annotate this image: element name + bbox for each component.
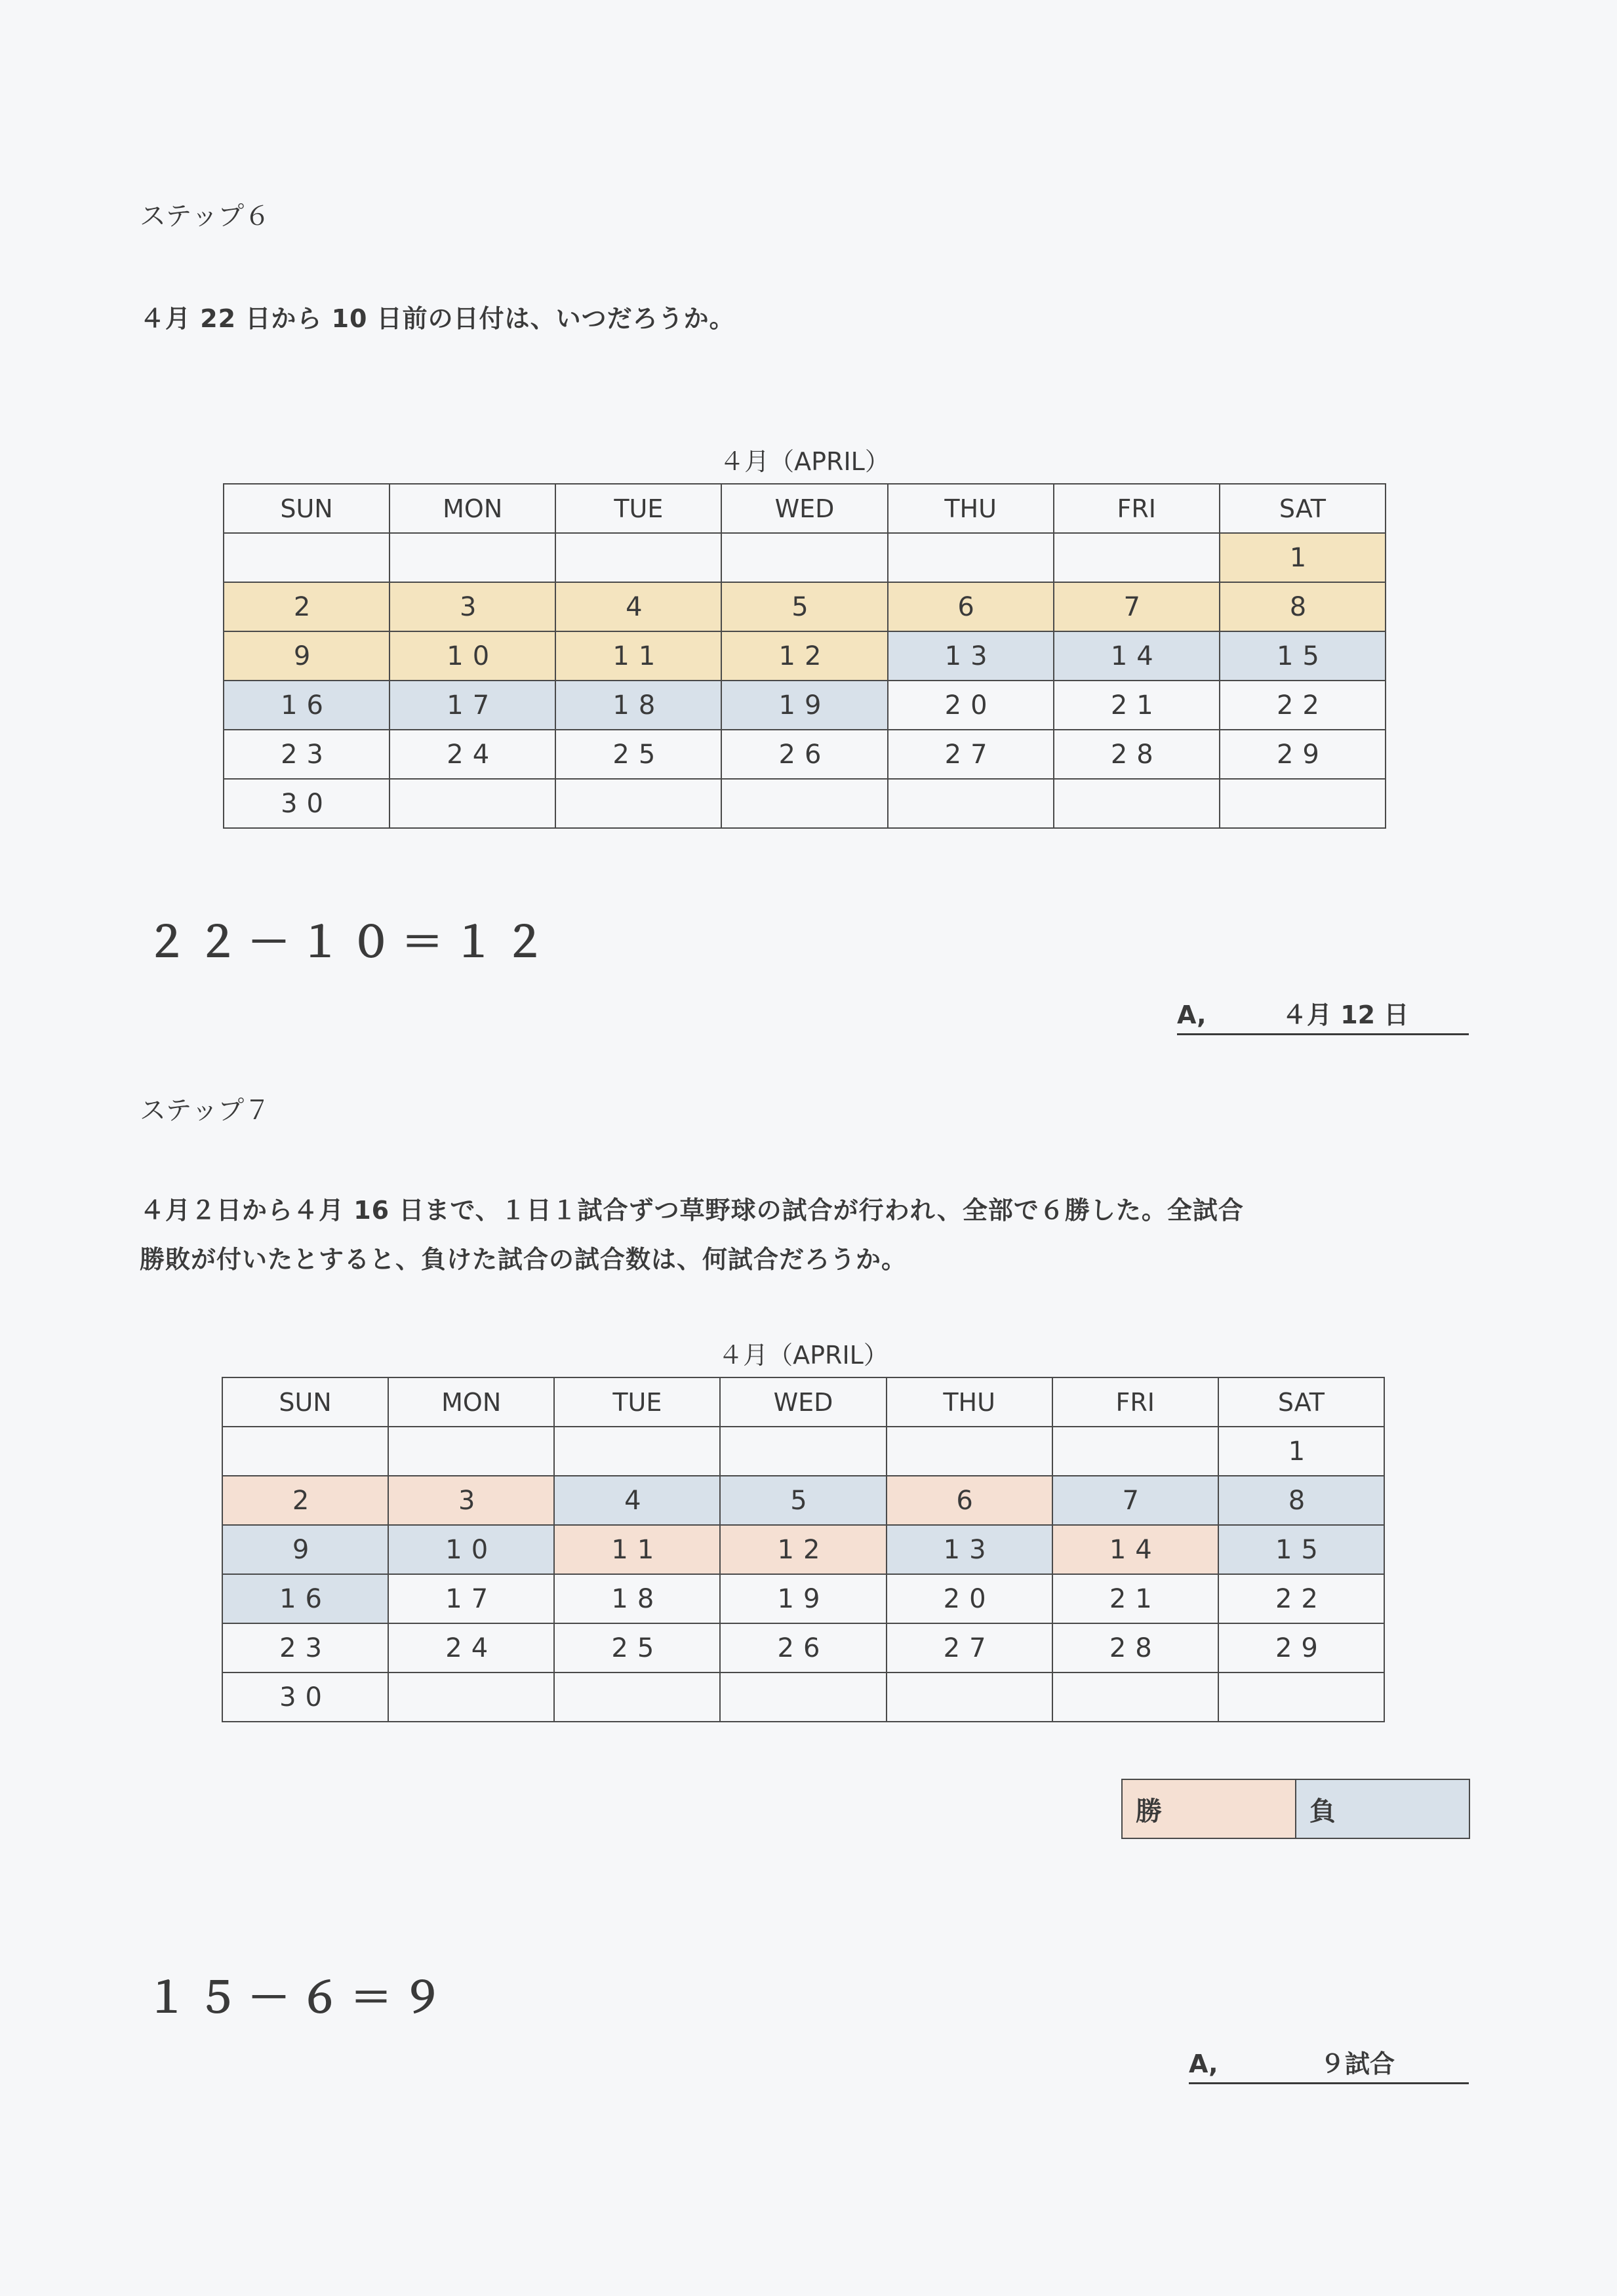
step6-weekday-header: WED: [721, 484, 887, 533]
step7-day-cell: 7: [1052, 1476, 1218, 1525]
step7-day-cell: 28: [1052, 1623, 1218, 1673]
step7-day-cell: 26: [720, 1623, 886, 1673]
step7-day-cell: [554, 1673, 720, 1722]
step6-answer-label: A,: [1177, 1000, 1207, 1029]
step6-calendar-title: ４月（APRIL）: [719, 447, 890, 476]
step6-day-cell: 15: [1220, 631, 1386, 681]
step6-day-cell: 7: [1054, 582, 1220, 631]
step6-day-cell: 20: [888, 681, 1054, 730]
step6-day-cell: [224, 533, 389, 582]
legend-win: 勝: [1122, 1779, 1296, 1838]
step6-day-cell: 24: [389, 730, 555, 779]
step6-day-cell: 2: [224, 582, 389, 631]
step7-day-cell: [887, 1673, 1052, 1722]
step7-title: ステップ７: [140, 1096, 271, 1126]
step6-day-cell: 30: [224, 779, 389, 828]
step6-weekday-header: SUN: [224, 484, 389, 533]
step7-day-cell: 10: [388, 1525, 554, 1574]
step6-day-cell: 9: [224, 631, 389, 681]
step7-question-line1: ４月２日から４月 16 日まで、１日１試合ずつ草野球の試合が行われ、全部で６勝した。全試合: [140, 1196, 1244, 1225]
step7-day-cell: 22: [1218, 1574, 1384, 1623]
step7-weekday-header: FRI: [1052, 1377, 1218, 1427]
step7-day-cell: [1052, 1427, 1218, 1476]
step7-day-cell: 5: [720, 1476, 886, 1525]
step6-weekday-header: TUE: [555, 484, 721, 533]
step7-day-cell: 17: [388, 1574, 554, 1623]
step6-day-cell: 29: [1220, 730, 1386, 779]
step7-day-cell: 4: [554, 1476, 720, 1525]
step6-day-cell: 25: [555, 730, 721, 779]
step6-answer-value: ４月 12 日: [1282, 1000, 1409, 1029]
step6-weekday-header: FRI: [1054, 484, 1220, 533]
step6-day-cell: 5: [721, 582, 887, 631]
step7-day-cell: 14: [1052, 1525, 1218, 1574]
step6-day-cell: [888, 779, 1054, 828]
step7-day-cell: 30: [222, 1673, 388, 1722]
step6-day-cell: 13: [888, 631, 1054, 681]
step7-weekday-header: THU: [887, 1377, 1052, 1427]
step7-day-cell: [720, 1427, 886, 1476]
step7-day-cell: 23: [222, 1623, 388, 1673]
step6-weekday-header: SAT: [1220, 484, 1386, 533]
step7-day-cell: 18: [554, 1574, 720, 1623]
step7-day-cell: 2: [222, 1476, 388, 1525]
step6-day-cell: 28: [1054, 730, 1220, 779]
step7-day-cell: 19: [720, 1574, 886, 1623]
step7-day-cell: [720, 1673, 886, 1722]
step6-day-cell: [721, 779, 887, 828]
step7-day-cell: [554, 1427, 720, 1476]
step6-day-cell: 22: [1220, 681, 1386, 730]
step7-answer-value: ９試合: [1320, 2049, 1395, 2078]
step6-day-cell: 1: [1220, 533, 1386, 582]
step7-day-cell: [388, 1427, 554, 1476]
step7-weekday-header: TUE: [554, 1377, 720, 1427]
step7-day-cell: 27: [887, 1623, 1052, 1673]
step6-day-cell: 17: [389, 681, 555, 730]
step6-day-cell: [721, 533, 887, 582]
step7-weekday-header: SAT: [1218, 1377, 1384, 1427]
step7-weekday-header: WED: [720, 1377, 886, 1427]
step6-day-cell: [1220, 779, 1386, 828]
step7-day-cell: 9: [222, 1525, 388, 1574]
step6-title: ステップ６: [140, 201, 271, 231]
step6-day-cell: 18: [555, 681, 721, 730]
step6-day-cell: 12: [721, 631, 887, 681]
step7-day-cell: 11: [554, 1525, 720, 1574]
step7-day-cell: [887, 1427, 1052, 1476]
step7-day-cell: 15: [1218, 1525, 1384, 1574]
step7-day-cell: [1052, 1673, 1218, 1722]
step7-day-cell: 1: [1218, 1427, 1384, 1476]
step7-day-cell: 13: [887, 1525, 1052, 1574]
step7-day-cell: [1218, 1673, 1384, 1722]
step6-calendar: [223, 483, 1386, 829]
step6-question: ４月 22 日から 10 日前の日付は、いつだろうか。: [140, 304, 735, 333]
step7-day-cell: 29: [1218, 1623, 1384, 1673]
step6-formula: ２２－１０＝１２: [146, 919, 555, 967]
step7-day-cell: 8: [1218, 1476, 1384, 1525]
step6-day-cell: 26: [721, 730, 887, 779]
step7-day-cell: 21: [1052, 1574, 1218, 1623]
step6-day-cell: [389, 779, 555, 828]
step6-day-cell: 8: [1220, 582, 1386, 631]
step6-day-cell: 6: [888, 582, 1054, 631]
step7-day-cell: 6: [887, 1476, 1052, 1525]
step7-day-cell: [222, 1427, 388, 1476]
step6-day-cell: 21: [1054, 681, 1220, 730]
step6-day-cell: 10: [389, 631, 555, 681]
step7-question-line2: 勝敗が付いたとすると、負けた試合の試合数は、何試合だろうか。: [140, 1245, 908, 1274]
step7-day-cell: 20: [887, 1574, 1052, 1623]
step6-day-cell: 11: [555, 631, 721, 681]
step7-answer: [1189, 2044, 1469, 2084]
step6-answer: [1177, 995, 1469, 1035]
step7-day-cell: 24: [388, 1623, 554, 1673]
step6-day-cell: [1054, 533, 1220, 582]
step6-day-cell: [888, 533, 1054, 582]
step6-day-cell: 19: [721, 681, 887, 730]
step7-weekday-header: MON: [388, 1377, 554, 1427]
step6-day-cell: 16: [224, 681, 389, 730]
step6-weekday-header: THU: [888, 484, 1054, 533]
step6-day-cell: [555, 533, 721, 582]
step6-day-cell: [389, 533, 555, 582]
step6-weekday-header: MON: [389, 484, 555, 533]
step7-answer-label: A,: [1189, 2049, 1218, 2078]
step7-day-cell: 25: [554, 1623, 720, 1673]
step7-day-cell: 12: [720, 1525, 886, 1574]
step6-day-cell: 4: [555, 582, 721, 631]
step6-day-cell: [1054, 779, 1220, 828]
step6-day-cell: 27: [888, 730, 1054, 779]
step6-day-cell: 14: [1054, 631, 1220, 681]
step6-day-cell: [555, 779, 721, 828]
legend-loss: 負: [1296, 1779, 1469, 1838]
step7-formula: １５－６＝９: [146, 1974, 452, 2023]
step7-calendar: [222, 1377, 1385, 1722]
step7-weekday-header: SUN: [222, 1377, 388, 1427]
step7-day-cell: [388, 1673, 554, 1722]
step7-day-cell: 16: [222, 1574, 388, 1623]
step7-calendar-title: ４月（APRIL）: [718, 1341, 888, 1370]
step6-day-cell: 23: [224, 730, 389, 779]
step6-day-cell: 3: [389, 582, 555, 631]
step7-day-cell: 3: [388, 1476, 554, 1525]
win-loss-legend: [1121, 1779, 1470, 1839]
